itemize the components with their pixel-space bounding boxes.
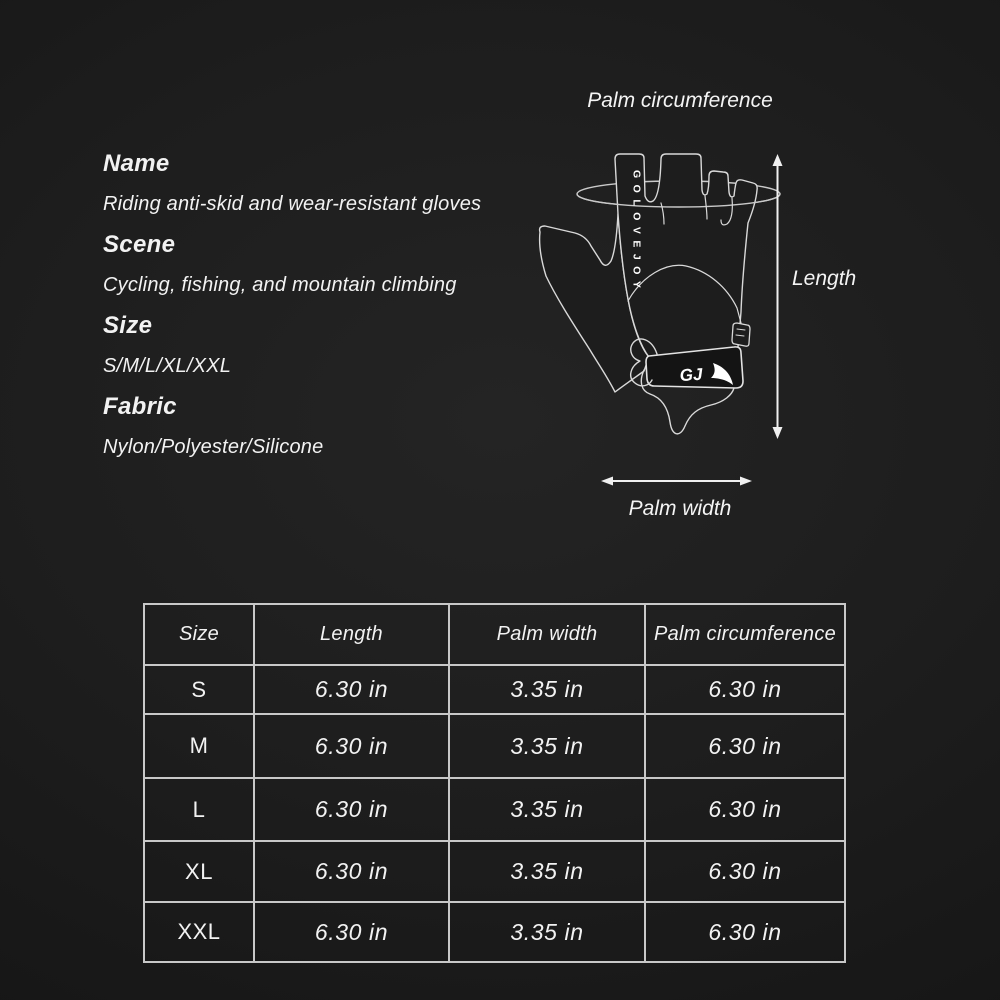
velcro-tab: [732, 323, 750, 346]
table-row: [144, 665, 845, 714]
palm-circumference-label: Palm circumference: [587, 89, 773, 112]
length-arrow: [773, 154, 783, 439]
table-row: [144, 714, 845, 778]
cell-size: L: [144, 778, 254, 841]
cell-palm-circumference: 6.30 in: [645, 841, 845, 902]
cell-palm-width: 3.35 in: [449, 714, 645, 778]
table-header-row: [144, 604, 845, 665]
cell-size: XXL: [144, 902, 254, 962]
length-label: Length: [792, 267, 857, 290]
brand-logo: GJ: [679, 364, 703, 385]
cell-size: XL: [144, 841, 254, 902]
cell-palm-width: 3.35 in: [449, 902, 645, 962]
cell-size: S: [144, 665, 254, 714]
glove-line-drawing: [480, 80, 880, 540]
header-length: Length: [254, 604, 449, 665]
info-field-label: Name: [103, 150, 170, 178]
cell-palm-circumference: 6.30 in: [645, 665, 845, 714]
cell-palm-width: 3.35 in: [449, 665, 645, 714]
table-row: [144, 902, 845, 962]
info-field-value: S/M/L/XL/XXL: [103, 355, 232, 378]
palm-width-label: Palm width: [628, 497, 732, 520]
header-palm-circumference: Palm circumference: [645, 604, 845, 665]
cell-length: 6.30 in: [254, 665, 449, 714]
header-size: Size: [144, 604, 254, 665]
size-chart-table: [143, 603, 846, 963]
size-chart: [143, 603, 846, 963]
cell-length: 6.30 in: [254, 841, 449, 902]
cell-length: 6.30 in: [254, 902, 449, 962]
info-field-label: Scene: [103, 231, 176, 259]
table-row: [144, 778, 845, 841]
table-row: [144, 841, 845, 902]
cell-length: 6.30 in: [254, 778, 449, 841]
cell-palm-circumference: 6.30 in: [645, 778, 845, 841]
cell-palm-width: 3.35 in: [449, 841, 645, 902]
info-field-label: Fabric: [103, 393, 177, 421]
cell-size: M: [144, 714, 254, 778]
info-field-value: Riding anti-skid and wear-resistant gloves: [103, 193, 482, 216]
header-palm-width: Palm width: [449, 604, 645, 665]
cell-palm-circumference: 6.30 in: [645, 714, 845, 778]
cell-palm-width: 3.35 in: [449, 778, 645, 841]
cell-palm-circumference: 6.30 in: [645, 902, 845, 962]
product-info-panel: [103, 144, 481, 468]
cell-length: 6.30 in: [254, 714, 449, 778]
glove-brand-text: GOLOVEJOY: [630, 170, 643, 295]
info-field-value: Nylon/Polyester/Silicone: [103, 436, 324, 459]
info-field-label: Size: [103, 312, 153, 340]
info-field-value: Cycling, fishing, and mountain climbing: [103, 274, 457, 297]
palm-width-arrow: [601, 477, 752, 486]
